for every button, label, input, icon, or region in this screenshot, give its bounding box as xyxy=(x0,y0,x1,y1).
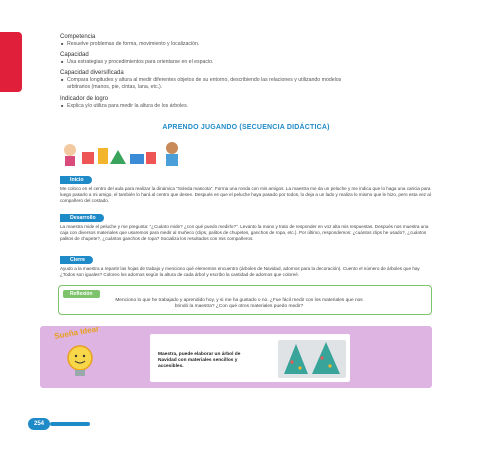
cierre-text: Ayudo a la maestra a repartir las hojas de trabajo y menciono qué elementos encuentro (árboles de Navidad, adornos para la decoración). Cuento el número de árboles que hay ¿Todos son iguales? Coloreo los adornos según la altura de cada árbol y escribo la cantidad de adornos que coloreé. xyxy=(60,266,420,277)
christmas-trees-photo xyxy=(278,340,346,378)
reflexion-label: Reflexión xyxy=(63,290,100,298)
chapter-tab xyxy=(0,32,22,92)
capacity-block xyxy=(60,52,213,66)
diversified-heading: Capacidad diversificada xyxy=(60,70,124,76)
page-title: APRENDO JUGANDO (SECUENCIA DIDÁCTICA) xyxy=(162,124,330,131)
page-number: 254 xyxy=(28,418,50,430)
reflexion-text: Menciono lo que he trabajado y aprendido hoy, y si me ha gustado o no. ¿Fue fácil medir con los materiales que nos brindó la maestra? ¿Con qué otros materiales puedo medir? xyxy=(115,298,363,309)
tip-text: Maestra, puede elaborar un árbol de Navidad con materiales sencillos y accesibles. xyxy=(158,352,241,369)
indicator-item: ■ Explica y/o utiliza para medir la altura de los árboles. xyxy=(60,103,188,109)
reflexion-box xyxy=(58,285,432,315)
indicator-heading: Indicador de logro xyxy=(60,96,109,102)
inicio-label: Inicio xyxy=(60,176,92,184)
capacity-heading: Capacidad xyxy=(60,52,89,58)
desarrollo-label: Desarrollo xyxy=(60,214,104,222)
tip-badge: Sueña Idear xyxy=(53,324,100,341)
cierre-label: Cierre xyxy=(60,256,93,264)
children-playing-illustration xyxy=(60,134,190,174)
desarrollo-text: La maestra mide el peluche y me pregunta: "¿Cuánto mide? ¿con qué puedo medirlo?". Levanto la mano y trato de responder en voz alta mis respuestas. Después nos muestra una caja con diversos materiales que usaremos para medir al muñeco (clips, palitos de chupetes, ganchos de ropa, etc.). Por último, respondemos: ¿cuántos clips he usado?, ¿cuántos palitos de chupete?, ¿cuántos ganchos de ropa? Socializa los resultados con mis compañeros. xyxy=(60,224,429,241)
inicio-text: Me coloco en el centro del aula para realizar la dinámica "Soleda mascota". Forma una ronda con mis amigos. La maestra me da un peluche y me indica que lo haga una caricia para luego pasarlo a mi amigo, el también lo hará al centro que desee. Después es que el peluche haya pasado por todos, lo deja a un lado y realiza lo mismo que le hizo, pero esta vez al compañero del costado. xyxy=(60,186,431,203)
competence-heading: Competencia xyxy=(60,34,96,40)
diversified-item: ■ Compara longitudes y altura al medir diferentes objetos de su entorno, describiendo las relaciones y utilizando modelos arbitrarios (manos, pie, cintas, lana, etc.). xyxy=(60,77,350,90)
diversified-block xyxy=(60,70,350,90)
competence-item: ■ Resuelve problemas de forma, movimiento y localización. xyxy=(60,41,199,47)
pencil-decoration xyxy=(50,422,90,426)
capacity-item: ■ Usa estrategias y procedimientos para orientarse en el espacio. xyxy=(60,59,213,65)
tree-icon xyxy=(278,340,346,378)
lightbulb-icon xyxy=(60,340,100,380)
indicator-block xyxy=(60,96,188,110)
competence-block xyxy=(60,34,199,48)
